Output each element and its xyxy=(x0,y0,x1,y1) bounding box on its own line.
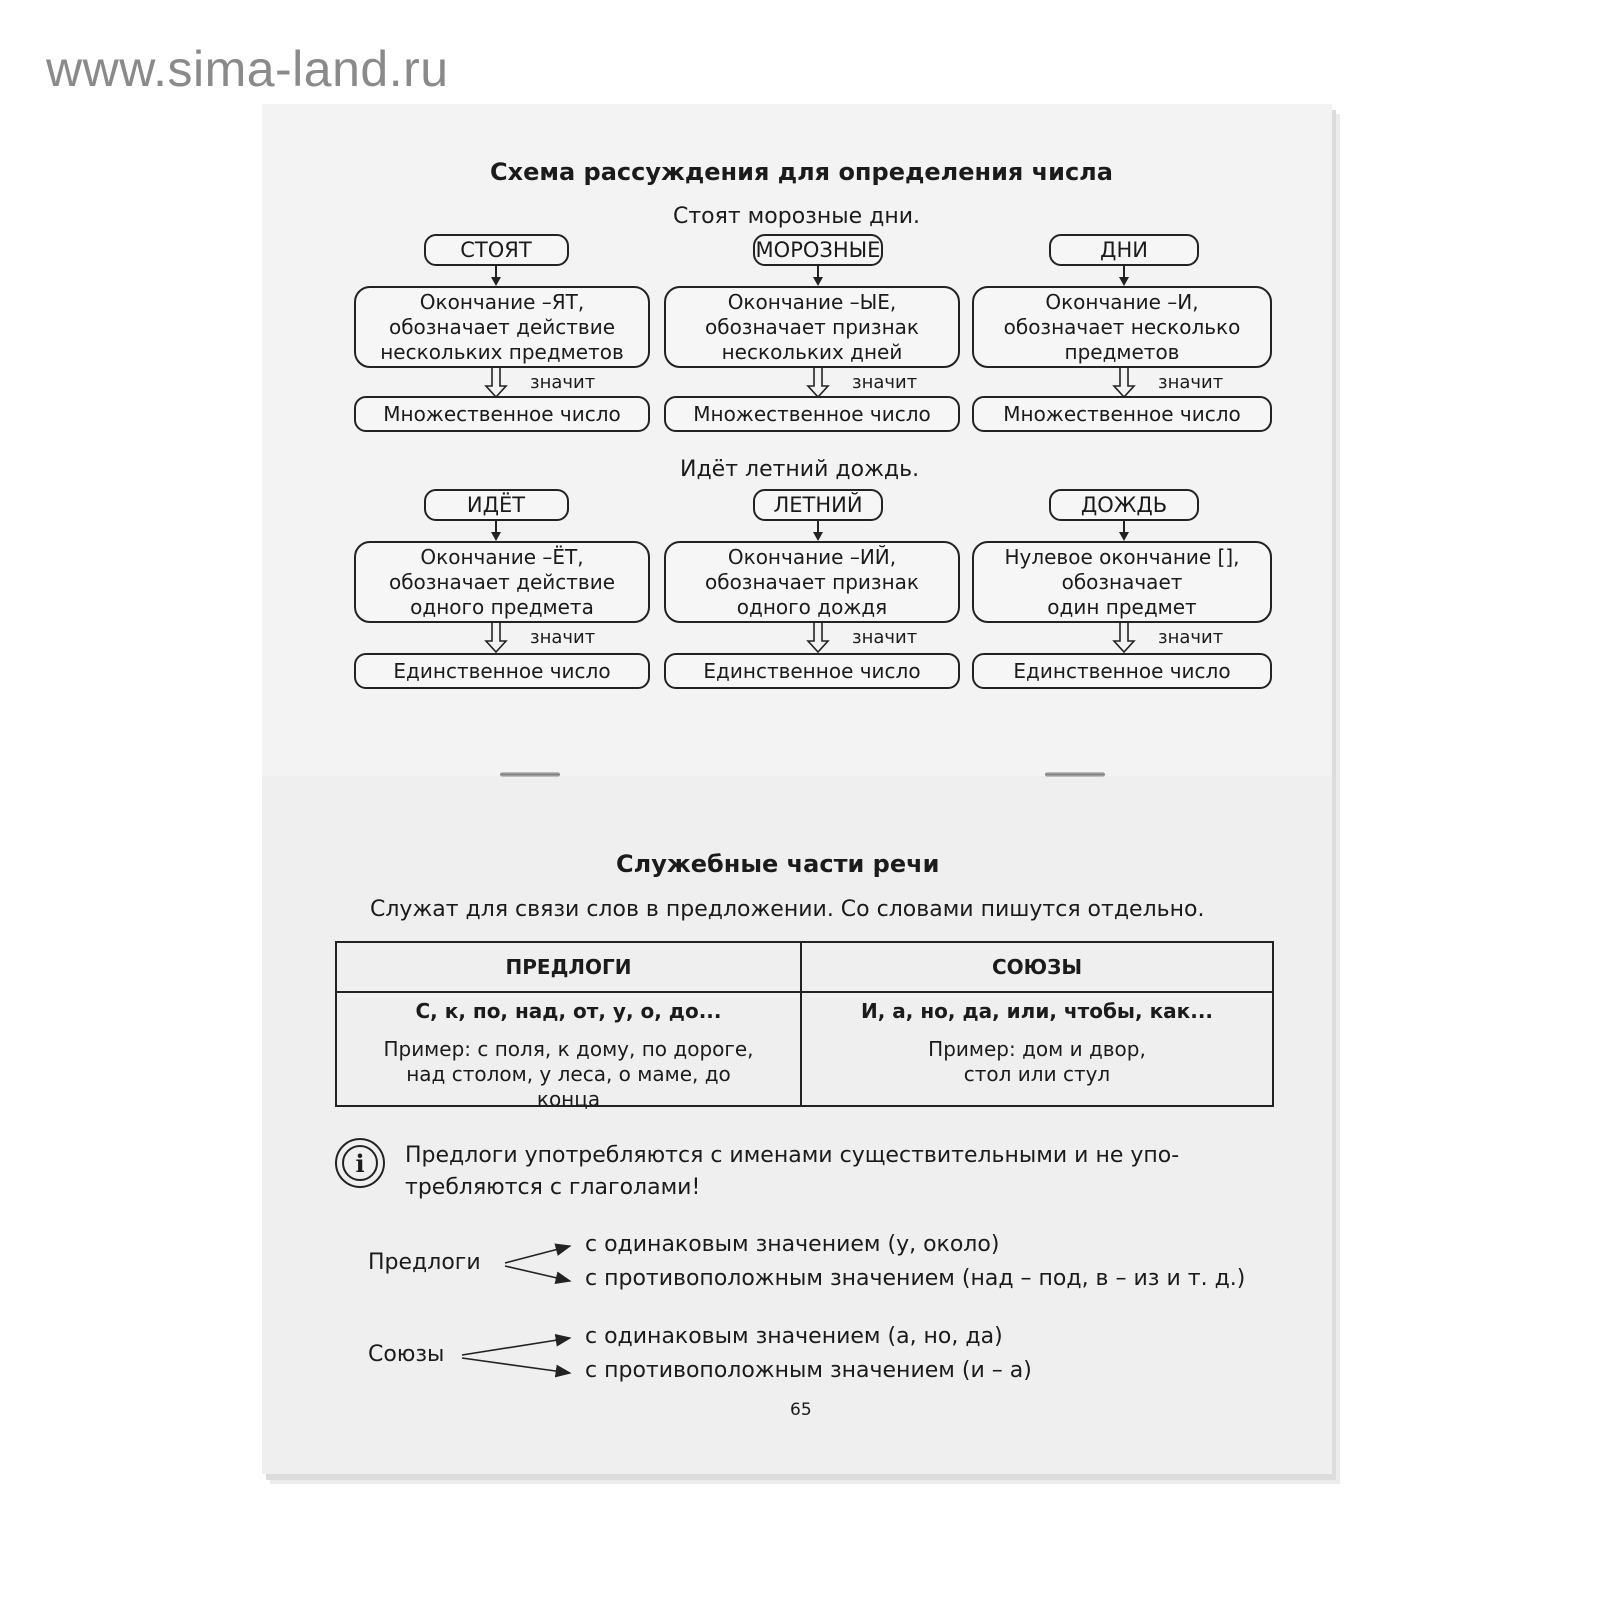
conjunctions-line-1: с одинаковым значением (а, но, да) xyxy=(585,1324,1003,1349)
explanation-line: предметов xyxy=(1064,339,1180,364)
double-arrow-icon xyxy=(1112,368,1136,398)
prepositions-line-2: с противоположным значением (над – под, в – из и т. д.) xyxy=(585,1266,1246,1291)
explanation-box xyxy=(972,541,1272,623)
double-arrow-icon xyxy=(806,368,830,398)
down-arrow-icon xyxy=(813,277,823,286)
explanation-line: один предмет xyxy=(1047,594,1197,619)
down-arrow-icon xyxy=(491,277,501,286)
word-label: СТОЯТ xyxy=(424,234,569,266)
explanation-line: Окончание –И, xyxy=(1045,289,1199,314)
result-box: Единственное число xyxy=(972,653,1272,689)
word-label: ДНИ xyxy=(1049,234,1199,266)
section1-title: Схема рассуждения для определения числа xyxy=(490,158,1113,186)
explanation-box xyxy=(354,541,650,623)
explanation-box xyxy=(664,286,960,368)
explanation-line: одного предмета xyxy=(410,594,594,619)
result-box: Множественное число xyxy=(664,396,960,432)
sentence-1: Стоят морозные дни. xyxy=(673,204,921,229)
explanation-line: обозначает действие xyxy=(388,569,616,594)
prepositions-list: С, к, по, над, от, у, о, до... xyxy=(415,999,722,1023)
info-note: Предлоги употребляются с именами существительными и не упо- требляются с глаголами! xyxy=(405,1143,1180,1200)
example-line: стол или стул xyxy=(963,1062,1111,1086)
section2-intro: Служат для связи слов в предложении. Со словами пишутся отдельно. xyxy=(370,897,1205,922)
prepositions-column xyxy=(337,943,802,1111)
staple-right xyxy=(1045,772,1105,777)
explanation-box xyxy=(972,286,1272,368)
info-icon xyxy=(335,1138,385,1188)
conjunctions-list: И, а, но, да, или, чтобы, как... xyxy=(860,999,1214,1023)
result-box: Единственное число xyxy=(664,653,960,689)
word-label: ИДЁТ xyxy=(424,489,569,521)
result-box: Единственное число xyxy=(354,653,650,689)
conjunctions-header: СОЮЗЫ xyxy=(991,955,1083,979)
section2-title: Служебные части речи xyxy=(616,850,940,878)
explanation-line: одного дождя xyxy=(736,594,888,619)
word-label: ЛЕТНИЙ xyxy=(753,489,883,521)
watermark: www.sima-land.ru xyxy=(46,41,449,97)
prepositions-line-1: с одинаковым значением (у, около) xyxy=(585,1232,1000,1257)
example-line: конца xyxy=(536,1087,601,1111)
explanation-line: нескольких предметов xyxy=(380,339,624,364)
explanation-box xyxy=(354,286,650,368)
prepositions-header: ПРЕДЛОГИ xyxy=(505,955,632,979)
conjunctions-line-2: с противоположным значением (и – а) xyxy=(585,1358,1032,1383)
explanation-line: Окончание –ЁТ, xyxy=(420,544,584,569)
word-label: МОРОЗНЫЕ xyxy=(753,234,883,266)
explanation-box xyxy=(664,541,960,623)
explanation-line: обозначает признак xyxy=(705,569,919,594)
explanation-line: обозначает несколько xyxy=(1003,314,1241,339)
explanation-text xyxy=(1004,545,1239,620)
double-arrow-icon xyxy=(484,368,508,398)
table-header-divider xyxy=(337,991,1272,993)
page-number: 65 xyxy=(790,1400,812,1420)
prepositions-label: Предлоги xyxy=(368,1250,481,1275)
znachit-label: значит xyxy=(852,627,918,648)
explanation-text xyxy=(1004,290,1241,365)
down-arrow-icon xyxy=(813,532,823,541)
explanation-text xyxy=(380,290,624,365)
znachit-label: значит xyxy=(530,627,596,648)
staple-left xyxy=(500,772,560,777)
explanation-line: обозначает признак xyxy=(705,314,919,339)
conjunctions-label: Союзы xyxy=(368,1342,445,1367)
parts-of-speech-table xyxy=(335,941,1274,1111)
explanation-line: обозначает xyxy=(1061,569,1183,594)
double-arrow-icon xyxy=(806,623,830,653)
double-arrow-icon xyxy=(1112,623,1136,653)
example-line: над столом, у леса, о маме, до xyxy=(406,1062,731,1086)
result-box: Множественное число xyxy=(972,396,1272,432)
znachit-label: значит xyxy=(1158,372,1224,393)
conjunctions-column xyxy=(802,943,1272,1105)
explanation-text xyxy=(705,290,919,365)
example-line: Пример: дом и двор, xyxy=(928,1037,1146,1061)
sentence-2: Идёт летний дождь. xyxy=(680,457,920,482)
down-arrow-icon xyxy=(1119,277,1129,286)
word-label: ДОЖДЬ xyxy=(1049,489,1199,521)
znachit-label: значит xyxy=(530,372,596,393)
conjunctions-example xyxy=(812,1037,1262,1087)
explanation-line: нескольких дней xyxy=(721,339,903,364)
explanation-text xyxy=(705,545,919,620)
explanation-line: Окончание –ЯТ, xyxy=(419,289,585,314)
explanation-line: обозначает действие xyxy=(388,314,615,339)
info-icon-inner: i xyxy=(342,1145,378,1181)
down-arrow-icon xyxy=(491,532,501,541)
explanation-line: Нулевое окончание [], xyxy=(1004,544,1240,569)
explanation-line: Окончание –ИЙ, xyxy=(727,544,897,569)
double-arrow-icon xyxy=(484,623,508,653)
znachit-label: значит xyxy=(1158,627,1224,648)
example-line: Пример: с поля, к дому, по дороге, xyxy=(383,1037,754,1061)
explanation-text xyxy=(389,545,615,620)
znachit-label: значит xyxy=(852,372,918,393)
result-box: Множественное число xyxy=(354,396,650,432)
prepositions-example xyxy=(347,1037,790,1112)
down-arrow-icon xyxy=(1119,532,1129,541)
explanation-line: Окончание –ЫЕ, xyxy=(727,289,897,314)
